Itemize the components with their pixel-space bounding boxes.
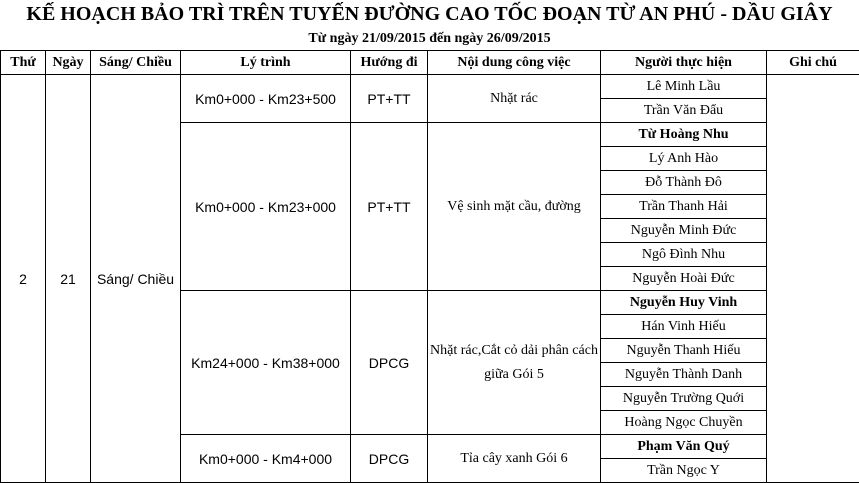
cell-person: Nguyễn Hoài Đức [601, 267, 767, 291]
cell-huong-di: DPCG [351, 435, 428, 483]
cell-huong-di: DPCG [351, 291, 428, 435]
cell-huong-di: PT+TT [351, 123, 428, 291]
cell-person: Đỗ Thành Đô [601, 171, 767, 195]
cell-person-leader: Phạm Văn Quý [601, 435, 767, 459]
cell-person: Lê Minh Lầu [601, 75, 767, 99]
cell-person: Nguyễn Thanh Hiếu [601, 339, 767, 363]
cell-ngay: 21 [46, 75, 91, 483]
header-ly-trinh: Lý trình [181, 51, 351, 75]
cell-person: Nguyễn Thành Danh [601, 363, 767, 387]
cell-person: Trần Ngọc Y [601, 459, 767, 483]
header-nguoi-thuc-hien: Người thực hiện [601, 51, 767, 75]
cell-noi-dung: Vệ sinh mặt cầu, đường [428, 123, 601, 291]
cell-person-leader: Nguyễn Huy Vinh [601, 291, 767, 315]
header-thu: Thứ [1, 51, 46, 75]
cell-person: Ngô Đình Nhu [601, 243, 767, 267]
cell-person: Trần Văn Đẩu [601, 99, 767, 123]
cell-person: Nguyễn Minh Đức [601, 219, 767, 243]
cell-person: Nguyễn Trường Quới [601, 387, 767, 411]
cell-ly-trinh: Km0+000 - Km4+000 [181, 435, 351, 483]
cell-person: Hoàng Ngọc Chuyền [601, 411, 767, 435]
cell-noi-dung: Tỉa cây xanh Gói 6 [428, 435, 601, 483]
table-row [1, 75, 859, 99]
cell-person: Lý Anh Hào [601, 147, 767, 171]
maintenance-table [0, 50, 859, 483]
cell-ghi-chu [767, 75, 859, 483]
cell-person-leader: Từ Hoàng Nhu [601, 123, 767, 147]
header-buoi: Sáng/ Chiều [91, 51, 181, 75]
plan-date-range: Từ ngày 21/09/2015 đến ngày 26/09/2015 [0, 28, 859, 50]
cell-buoi: Sáng/ Chiều [91, 75, 181, 483]
plan-title: KẾ HOẠCH BẢO TRÌ TRÊN TUYẾN ĐƯỜNG CAO TỐC ĐOẠN TỪ AN PHÚ - DẦU GIÂY [0, 0, 859, 28]
cell-noi-dung: Nhặt rác,Cắt cỏ dải phân cách giữa Gói 5 [428, 291, 601, 435]
cell-person: Hán Vinh Hiếu [601, 315, 767, 339]
table-header-row [1, 51, 859, 75]
header-huong-di: Hướng đi [351, 51, 428, 75]
cell-person: Trần Thanh Hải [601, 195, 767, 219]
cell-huong-di: PT+TT [351, 75, 428, 123]
cell-ly-trinh: Km0+000 - Km23+000 [181, 123, 351, 291]
cell-ly-trinh: Km24+000 - Km38+000 [181, 291, 351, 435]
header-ngay: Ngày [46, 51, 91, 75]
cell-ly-trinh: Km0+000 - Km23+500 [181, 75, 351, 123]
header-noi-dung: Nội dung công việc [428, 51, 601, 75]
cell-noi-dung: Nhặt rác [428, 75, 601, 123]
cell-thu: 2 [1, 75, 46, 483]
header-ghi-chu: Ghi chú [767, 51, 859, 75]
